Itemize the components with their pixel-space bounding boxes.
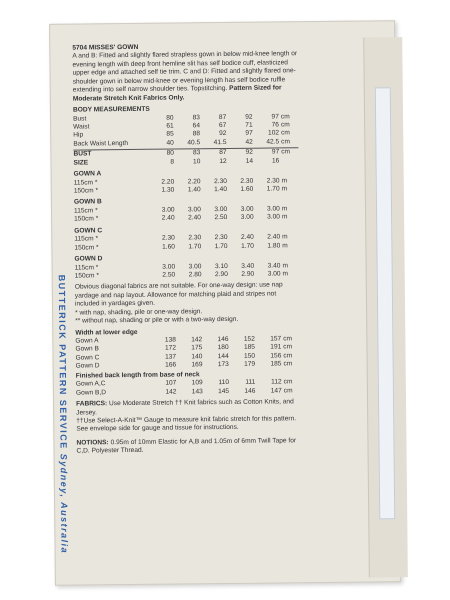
row-value: 2.30	[188, 234, 202, 242]
row-value: 87	[219, 149, 227, 157]
row-label: Gown B	[75, 345, 99, 354]
row-unit: m	[281, 185, 288, 193]
row-value: 185	[270, 360, 282, 368]
row-value: 10	[192, 157, 201, 166]
row-value: 83	[192, 113, 200, 121]
row-value: 156	[270, 352, 282, 360]
row-value: 111	[245, 378, 256, 386]
row-label: 150cm *	[74, 272, 99, 280]
row-value: 172	[164, 344, 177, 353]
row-value: 1.80	[267, 242, 281, 250]
row-value: 3.00	[240, 205, 254, 213]
row-value: 3.40	[267, 261, 281, 270]
table-row	[74, 214, 299, 225]
with-nap-note: * with nap, shading, pile or one-way design.	[75, 307, 203, 317]
row-label: Bust	[73, 114, 87, 123]
row-label: 115cm *	[74, 235, 99, 243]
row-label: Gown D	[75, 362, 100, 370]
without-nap-note: ** without nap, shading or pile or with a two-way design.	[75, 315, 239, 325]
table-row	[73, 157, 298, 168]
row-label: Gown C	[75, 354, 100, 362]
row-value: 110	[218, 379, 230, 387]
row-unit: cm	[280, 121, 290, 129]
row-value: 143	[191, 387, 203, 395]
row-unit: m	[282, 241, 288, 250]
row-value: 145	[218, 387, 230, 395]
row-value: 3.00	[267, 213, 280, 221]
description	[72, 51, 298, 104]
row-value: 88	[192, 130, 201, 138]
notions-text: 0.95m of 10mm Elastic for A,B and 1.05m of 6mm Twill Tape for C,D. Polyester Thread.	[76, 437, 297, 455]
pattern-envelope	[49, 20, 401, 586]
side-brand-text	[57, 275, 70, 554]
row-value: 2.90	[214, 270, 228, 279]
row-value: 16	[271, 157, 280, 165]
row-label: Hip	[73, 131, 84, 139]
row-value: 2.90	[241, 270, 255, 278]
row-unit: cm	[283, 360, 293, 368]
envelope-flap	[363, 37, 408, 577]
row-value: 2.40	[240, 233, 254, 242]
row-value: 150	[244, 352, 256, 360]
gown-heading: GOWN B	[73, 198, 102, 207]
row-label: 150cm *	[74, 243, 99, 252]
table-row	[74, 185, 299, 196]
row-value: 3.40	[241, 262, 255, 270]
row-value: 97	[245, 130, 253, 138]
gown-heading: GOWN C	[74, 227, 103, 235]
row-label: BUST	[73, 150, 92, 158]
row-value: 2.40	[188, 214, 201, 222]
row-value: 3.00	[188, 262, 202, 270]
row-value: 191	[270, 343, 282, 351]
pattern-id: 5704	[72, 44, 88, 52]
row-value: 64	[192, 122, 201, 130]
row-label: SIZE	[73, 159, 89, 167]
row-value: 3.00	[161, 206, 175, 214]
row-value: 3.00	[266, 205, 280, 213]
row-unit: cm	[280, 112, 290, 120]
width-heading: Width at lower edge	[75, 328, 138, 337]
row-value: 42	[245, 138, 253, 146]
row-value: 80	[166, 114, 174, 122]
row-value: 146	[244, 387, 256, 395]
row-value: 109	[191, 379, 203, 387]
row-value: 2.30	[266, 176, 280, 185]
row-unit: cm	[283, 378, 293, 386]
row-value: 107	[165, 379, 177, 387]
row-value: 3.00	[240, 214, 254, 222]
row-value: 173	[217, 361, 229, 369]
row-unit: m	[282, 261, 288, 269]
row-value: 180	[217, 344, 229, 352]
row-value: 142	[165, 388, 177, 396]
row-label: 150cm *	[73, 187, 99, 195]
row-value: 1.70	[188, 242, 202, 251]
row-value: 1.40	[214, 185, 228, 194]
row-value: 142	[191, 336, 203, 344]
notions-label: NOTIONS:	[76, 439, 109, 447]
row-value: 140	[191, 353, 203, 361]
row-value: 147	[270, 387, 282, 395]
row-value: 80	[166, 149, 174, 157]
row-value: 92	[245, 148, 253, 157]
row-value: 3.00	[162, 263, 176, 271]
gown-yardage-table	[74, 205, 299, 224]
side-brand: BUTTERICK PATTERN SERVICE	[56, 274, 69, 450]
row-value: 85	[166, 130, 174, 138]
row-value: 1.70	[241, 242, 254, 250]
fabrics-section	[76, 398, 301, 434]
row-unit: m	[281, 213, 288, 221]
body-measurements-heading: BODY MEASUREMENTS	[72, 105, 150, 114]
row-value: 102	[268, 129, 280, 137]
row-value: 1.60	[240, 185, 254, 193]
row-value: 2.50	[214, 214, 228, 222]
row-value: 97	[271, 148, 280, 156]
row-value: 3.00	[187, 206, 201, 214]
row-value: 2.20	[187, 177, 201, 185]
row-unit: cm	[281, 129, 290, 137]
row-value: 76	[271, 121, 280, 129]
row-label: Waist	[73, 123, 90, 131]
gown-yardages	[74, 168, 300, 281]
row-value: 12	[219, 157, 227, 165]
row-unit: m	[281, 205, 288, 213]
row-value: 2.20	[161, 178, 175, 186]
row-value: 67	[218, 121, 227, 129]
row-value: 112	[271, 378, 282, 386]
row-value: 40.5	[187, 139, 201, 147]
notions-section	[76, 437, 301, 456]
row-label: Gown A	[75, 337, 99, 345]
row-value: 87	[218, 113, 227, 121]
row-value: 3.00	[214, 205, 228, 213]
row-value: 2.50	[162, 271, 176, 279]
row-value: 1.60	[162, 243, 175, 251]
gown-yardage-table	[74, 233, 299, 252]
row-value: 157	[270, 335, 282, 343]
row-value: 2.30	[161, 234, 175, 242]
row-unit: m	[282, 270, 289, 278]
row-value: 2.30	[214, 234, 228, 242]
row-value: 61	[166, 122, 174, 130]
row-value: 42.5	[266, 138, 280, 146]
row-label: 115cm *	[73, 178, 98, 187]
row-unit	[279, 157, 298, 166]
nap-notes	[75, 282, 300, 327]
row-label: Back Waist Length	[73, 139, 129, 148]
row-value: 1.30	[161, 186, 175, 194]
row-value: 185	[243, 344, 256, 352]
flap-strip	[375, 87, 396, 519]
row-value: 2.40	[161, 214, 175, 222]
side-city: Sydney, Australia	[58, 453, 70, 555]
row-unit: cm	[283, 335, 293, 343]
row-value: 2.80	[188, 271, 202, 279]
row-unit: cm	[281, 148, 291, 156]
row-value: 8	[170, 158, 175, 166]
body-measurements-table	[73, 113, 298, 149]
gauge-text: ††Use Select-A-Knit™ Gauge to measure knit fabric stretch for this pattern. See envelope side for gauge and tissue for instructions.	[76, 415, 297, 433]
back-length-table	[76, 378, 301, 397]
row-value: 92	[219, 130, 227, 138]
row-value: 3.00	[267, 270, 281, 278]
row-value: 1.70	[266, 185, 280, 193]
table-row	[74, 242, 299, 253]
fabrics-text: Use Moderate Stretch †† Knit fabrics such as Cotton Knits, and Jersey.	[76, 398, 294, 417]
row-value: 83	[192, 149, 201, 157]
row-value: 1.40	[187, 186, 201, 194]
sized-note: Pattern Sized for Moderate Stretch Knit Fabrics Only.	[72, 84, 282, 103]
row-value: 97	[271, 112, 279, 121]
row-value: 2.30	[240, 177, 254, 185]
row-unit: cm	[283, 343, 293, 351]
row-label: 115cm *	[74, 263, 99, 272]
gown-heading: GOWN A	[73, 170, 102, 178]
row-value: 41.5	[213, 138, 227, 146]
row-value: 92	[245, 113, 253, 121]
row-value: 166	[165, 361, 177, 369]
row-label: Gown A,C	[75, 380, 106, 388]
row-unit: cm	[283, 386, 293, 395]
row-value: 169	[191, 361, 203, 369]
row-label: Gown B,D	[75, 388, 107, 397]
row-value: 2.40	[267, 233, 281, 241]
table-row	[75, 270, 300, 281]
row-value: 71	[245, 121, 253, 129]
row-value: 175	[191, 344, 203, 352]
gown-yardage-table	[75, 262, 300, 281]
pattern-info-label	[72, 42, 302, 519]
gown-heading: GOWN D	[74, 255, 103, 263]
table-row	[76, 387, 301, 398]
row-value: 14	[245, 157, 254, 165]
row-value: 1.70	[214, 242, 228, 250]
row-value: 144	[217, 352, 229, 360]
description-text: A and B: Fitted and slightly flared strapless gown in below mid-knee length or evening length with deep front hemline slit has self bodice cuff, elasticized upper edge and attached self tie trim. C and D: Fitted and slightly flared one-shoulder gown in below mid-knee or evening length has self bodice ruffle extending into self narrow shoulder ties. Topstitching.	[72, 50, 298, 94]
size-table	[73, 147, 298, 167]
row-unit: m	[281, 176, 288, 184]
diagonal-note: Obvious diagonal fabrics are not suitable. For one-way design: use nap yardage and nap layout. Allowance for matching plaid and stripes not included in yardages given.	[74, 281, 283, 308]
fabrics-label: FABRICS:	[76, 400, 108, 408]
row-value: 146	[217, 335, 229, 344]
row-label: 115cm *	[73, 207, 98, 215]
row-value: 40	[166, 139, 174, 147]
back-length-heading: Finished back length from base of neck	[75, 371, 200, 380]
row-value: 138	[164, 336, 176, 344]
row-unit: m	[282, 233, 288, 241]
row-label: 150cm *	[74, 215, 99, 223]
row-unit: cm	[283, 352, 293, 360]
row-value: 3.10	[214, 262, 228, 270]
gown-yardage-table	[74, 177, 299, 196]
row-value: 152	[243, 335, 255, 343]
width-table	[75, 335, 300, 371]
row-unit: cm	[281, 138, 290, 146]
pattern-title: MISSES' GOWN	[88, 43, 139, 52]
row-value: 179	[244, 361, 256, 369]
row-value: 2.30	[214, 177, 227, 185]
row-value: 137	[165, 353, 177, 361]
